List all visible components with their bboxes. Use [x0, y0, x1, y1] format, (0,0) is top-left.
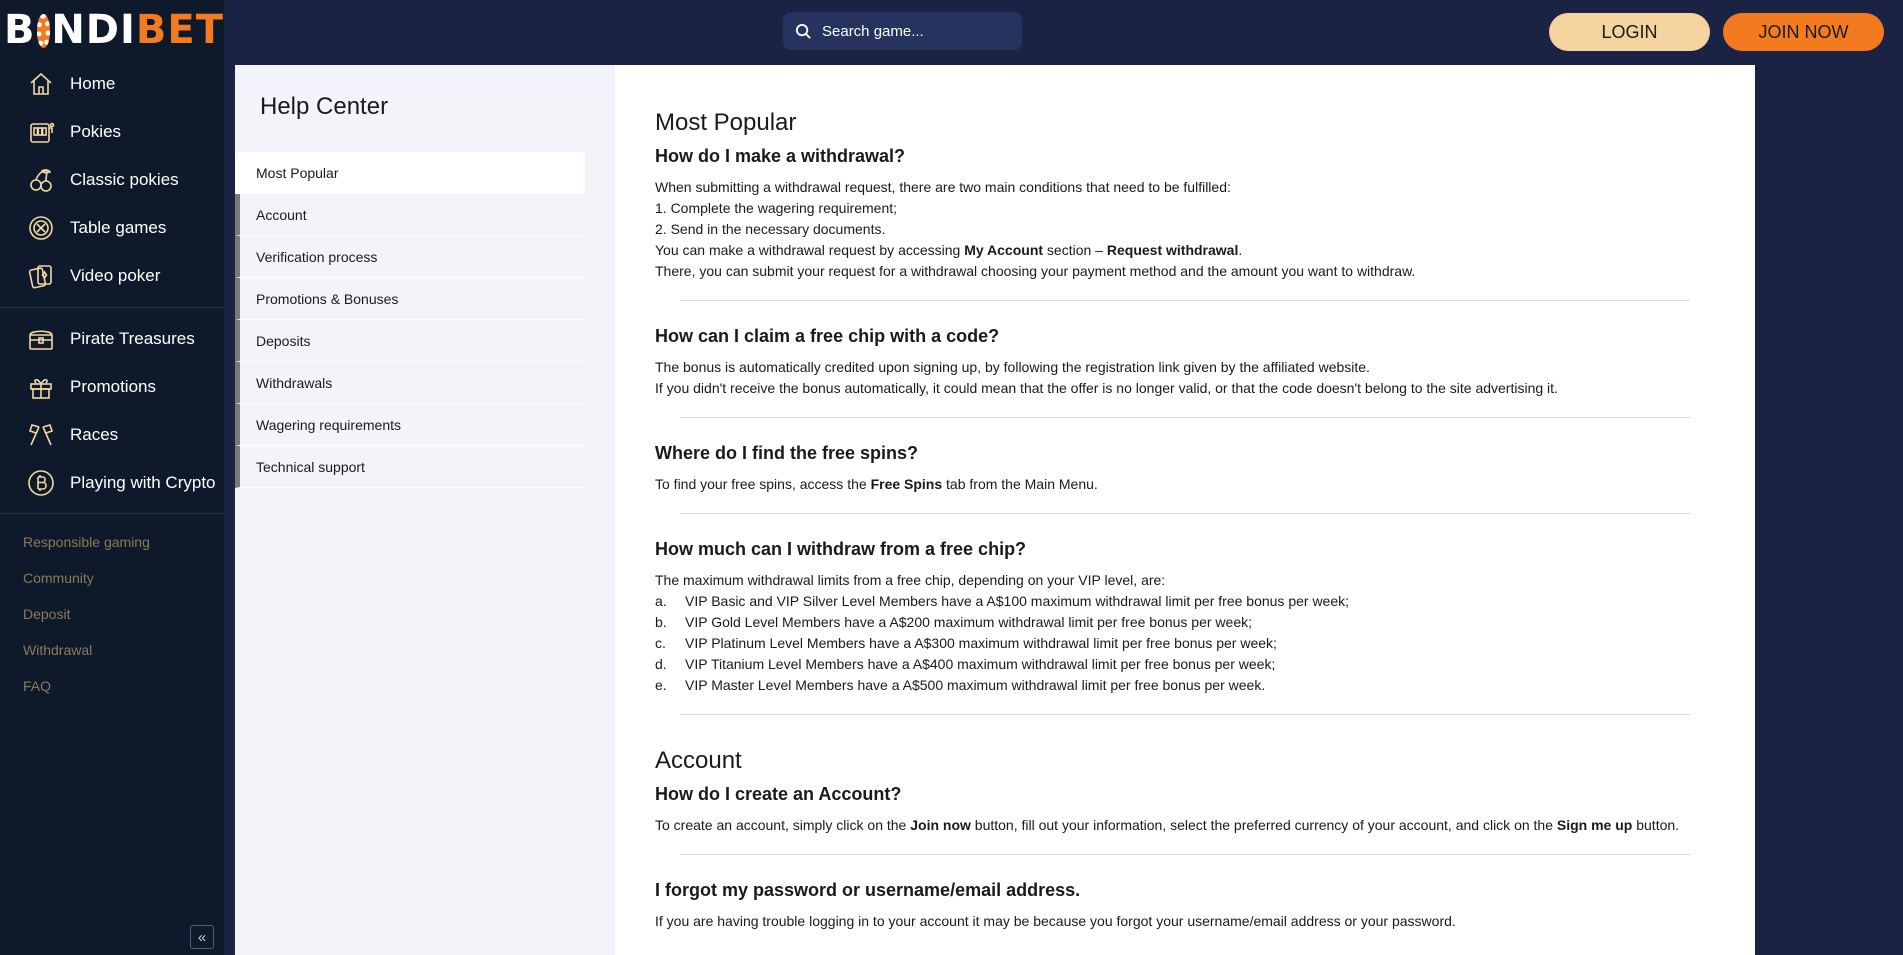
sidebar-item-classic-pokies[interactable] — [0, 156, 224, 204]
sidebar-item-label: Playing with Crypto — [70, 473, 216, 492]
section-title-account: Account — [655, 747, 742, 774]
answer-line: 2. Send in the necessary documents. — [655, 221, 886, 237]
bitcoin-icon — [26, 468, 56, 498]
faq-question-free-spins: Where do I find the free spins? — [655, 443, 919, 463]
sidebar-link-withdrawal[interactable]: Withdrawal — [23, 642, 93, 658]
sidebar-divider — [0, 307, 224, 308]
list-text: VIP Gold Level Members have a A$200 maximum withdrawal limit per free bonus per week; — [685, 614, 1253, 630]
sidebar — [0, 0, 224, 955]
request-withdrawal-emphasis: Request withdrawal — [1106, 242, 1239, 258]
answer-line: When submitting a withdrawal request, there are two main conditions that need to be fulfilled: — [655, 179, 1231, 195]
sidebar-item-pirate-treasures[interactable] — [0, 315, 224, 363]
login-button[interactable]: LOGIN — [1549, 13, 1710, 51]
answer-line: 1. Complete the wagering requirement; — [655, 200, 898, 216]
list-text: VIP Master Level Members have a A$500 maximum withdrawal limit per free bonus per week. — [685, 677, 1266, 693]
sidebar-item-races[interactable] — [0, 411, 224, 459]
help-category-most-popular[interactable]: Most Popular — [235, 152, 585, 194]
sidebar-item-label: Pokies — [70, 122, 122, 141]
faq-question-free-chip-code: How can I claim a free chip with a code? — [655, 326, 1000, 346]
sidebar-item-label: Promotions — [70, 377, 156, 396]
answer-line — [655, 815, 1715, 836]
faq-divider — [680, 513, 1690, 514]
casino-chip-icon — [37, 14, 51, 48]
faq-answer-free-spins — [655, 474, 1715, 495]
list-item — [655, 654, 1715, 675]
slot-machine-icon — [26, 117, 56, 147]
list-marker: b. — [655, 614, 667, 630]
answer-line: If you are having trouble logging in to your account it may be because you forgot your username/email address or your password. — [655, 913, 1456, 929]
search-input[interactable] — [822, 23, 1012, 40]
answer-text: button, fill out your information, select the preferred currency of your account, and click on the — [970, 817, 1557, 833]
faq-answer-forgot-password — [655, 911, 1715, 932]
faq-divider — [680, 714, 1690, 715]
answer-text: section – — [1043, 242, 1107, 258]
faq-question-forgot-password: I forgot my password or username/email address. — [655, 880, 1081, 900]
treasure-chest-icon — [26, 324, 56, 354]
race-flags-icon — [26, 420, 56, 450]
faq-divider — [680, 854, 1690, 855]
answer-line: If you didn't receive the bonus automatically, it could mean that the offer is no longer valid, or that the code doesn't belong to the site advertising it. — [655, 380, 1558, 396]
help-category-technical-support[interactable]: Technical support — [235, 446, 585, 488]
answer-line: The maximum withdrawal limits from a free chip, depending on your VIP level, are: — [655, 572, 1166, 588]
answer-text: . — [1238, 242, 1243, 258]
sidebar-item-label: Pirate Treasures — [70, 329, 195, 348]
double-chevron-left-icon: « — [197, 928, 207, 946]
sidebar-item-pokies[interactable] — [0, 108, 224, 156]
sidebar-nav — [0, 60, 224, 704]
list-text: VIP Titanium Level Members have a A$400 maximum withdrawal limit per free bonus per week; — [685, 656, 1276, 672]
help-category-account[interactable]: Account — [235, 194, 585, 236]
sidebar-item-promotions[interactable] — [0, 363, 224, 411]
faq-answer-withdrawal — [655, 177, 1715, 282]
help-category-wagering-requirements[interactable]: Wagering requirements — [235, 404, 585, 446]
answer-text: button. — [1632, 817, 1680, 833]
sidebar-item-table-games[interactable] — [0, 204, 224, 252]
help-categories-sidebar — [235, 65, 615, 955]
list-item — [655, 591, 1715, 612]
sidebar-item-label: Table games — [70, 218, 167, 237]
help-category-verification-process[interactable]: Verification process — [235, 236, 585, 278]
help-center-panel — [235, 65, 1755, 955]
sidebar-item-playing-with-crypto[interactable] — [0, 459, 224, 507]
list-item — [655, 612, 1715, 633]
answer-line — [655, 240, 1715, 261]
sidebar-item-label: Home — [70, 74, 116, 93]
home-icon — [26, 69, 56, 99]
help-category-deposits[interactable]: Deposits — [235, 320, 585, 362]
help-content — [655, 65, 1715, 955]
roulette-icon — [26, 213, 56, 243]
join-now-emphasis: Join now — [910, 817, 971, 833]
sidebar-item-label: Races — [70, 425, 119, 444]
list-marker: e. — [655, 677, 667, 693]
faq-question-withdrawal: How do I make a withdrawal? — [655, 146, 906, 166]
section-title-most-popular: Most Popular — [655, 109, 797, 136]
sidebar-link-responsible-gaming[interactable]: Responsible gaming — [23, 534, 150, 550]
logo-text-ndi: NDI — [51, 7, 136, 53]
answer-text: You can make a withdrawal request by accessing — [655, 242, 965, 258]
free-spins-emphasis: Free Spins — [870, 476, 943, 492]
faq-answer-free-chip-code — [655, 357, 1715, 399]
help-category-promotions-bonuses[interactable]: Promotions & Bonuses — [235, 278, 585, 320]
answer-text: tab from the Main Menu. — [942, 476, 1098, 492]
collapse-sidebar-button[interactable] — [190, 925, 214, 949]
logo-text-b: B — [4, 7, 36, 53]
sidebar-divider — [0, 513, 224, 514]
help-category-withdrawals[interactable]: Withdrawals — [235, 362, 585, 404]
faq-answer-free-chip-limit — [655, 570, 1715, 696]
cards-icon — [26, 261, 56, 291]
logo-text-bet: BET — [135, 7, 224, 53]
faq-answer-create-account — [655, 815, 1715, 836]
sign-me-up-emphasis: Sign me up — [1556, 817, 1633, 833]
faq-question-free-chip-limit: How much can I withdraw from a free chip? — [655, 539, 1027, 559]
list-marker: c. — [655, 635, 666, 651]
bondibet-logo[interactable] — [4, 6, 224, 54]
sidebar-item-video-poker[interactable] — [0, 252, 224, 300]
faq-divider — [680, 417, 1690, 418]
list-marker: d. — [655, 656, 667, 672]
answer-line — [655, 474, 1715, 495]
sidebar-item-label: Video poker — [70, 266, 161, 285]
list-marker: a. — [655, 593, 667, 609]
list-item — [655, 675, 1715, 696]
answer-line: The bonus is automatically credited upon signing up, by following the registration link given by the affiliated website. — [655, 359, 1370, 375]
sidebar-link-deposit[interactable]: Deposit — [23, 606, 71, 622]
faq-divider — [680, 300, 1690, 301]
list-text: VIP Platinum Level Members have a A$300 maximum withdrawal limit per free bonus per week; — [685, 635, 1277, 651]
sidebar-item-label: Classic pokies — [70, 170, 179, 189]
answer-line: There, you can submit your request for a withdrawal choosing your payment method and the amount you want to withdraw. — [655, 263, 1416, 279]
list-item — [655, 633, 1715, 654]
answer-text: To find your free spins, access the — [655, 476, 871, 492]
my-account-emphasis: My Account — [964, 242, 1044, 258]
sidebar-item-home[interactable] — [0, 60, 224, 108]
help-category-list — [235, 152, 585, 488]
sidebar-link-community[interactable]: Community — [23, 570, 94, 586]
list-text: VIP Basic and VIP Silver Level Members have a A$100 maximum withdrawal limit per free bonus per week; — [685, 593, 1350, 609]
sidebar-link-faq[interactable]: FAQ — [23, 678, 52, 694]
answer-text: To create an account, simply click on the — [655, 817, 911, 833]
gift-icon — [26, 372, 56, 402]
search-bar[interactable] — [783, 12, 1022, 50]
search-icon — [795, 23, 812, 40]
cherries-icon — [26, 165, 56, 195]
help-center-title: Help Center — [260, 93, 389, 120]
join-now-button[interactable]: JOIN NOW — [1723, 13, 1884, 51]
faq-question-create-account: How do I create an Account? — [655, 784, 902, 804]
